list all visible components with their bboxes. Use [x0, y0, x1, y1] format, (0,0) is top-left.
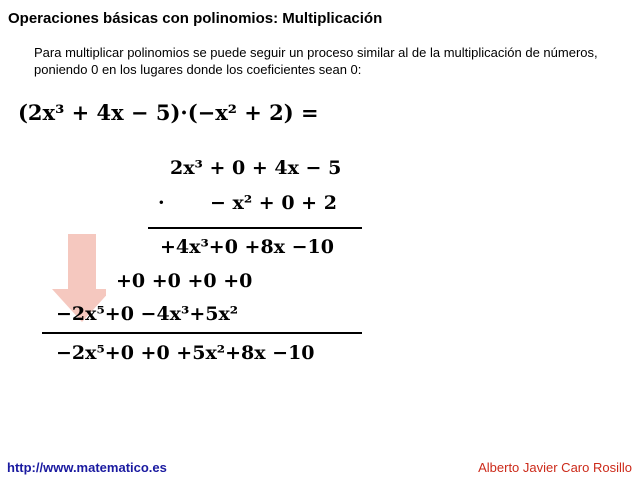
partial-product-2: +0 +0 +0 +0 — [116, 270, 253, 292]
result-row: −2x⁵+0 +0 +5x²+8x −10 — [56, 342, 315, 364]
partial-product-1: +4x³+0 +8x −10 — [160, 236, 334, 258]
multiplicand-row: 2x³ + 0 + 4x − 5 — [170, 157, 342, 179]
equation: (2x³ + 4x − 5)·(−x² + 2) = — [18, 100, 319, 125]
website-link[interactable]: http://www.matematico.es — [7, 460, 167, 475]
top-rule — [148, 227, 362, 229]
page-title: Operaciones básicas con polinomios: Multiplicación — [8, 10, 383, 27]
multiplier-dot: · — [158, 192, 165, 214]
author-name: Alberto Javier Caro Rosillo — [478, 460, 632, 475]
intro-text: Para multiplicar polinomios se puede seguir un proceso similar al de la multiplicación de números, poniendo 0 en los lugares donde los coeficientes sean 0: — [34, 45, 598, 77]
multiplier-row: − x² + 0 + 2 — [210, 192, 337, 214]
partial-product-3: −2x⁵+0 −4x³+5x² — [56, 303, 239, 325]
bottom-rule — [42, 332, 362, 334]
